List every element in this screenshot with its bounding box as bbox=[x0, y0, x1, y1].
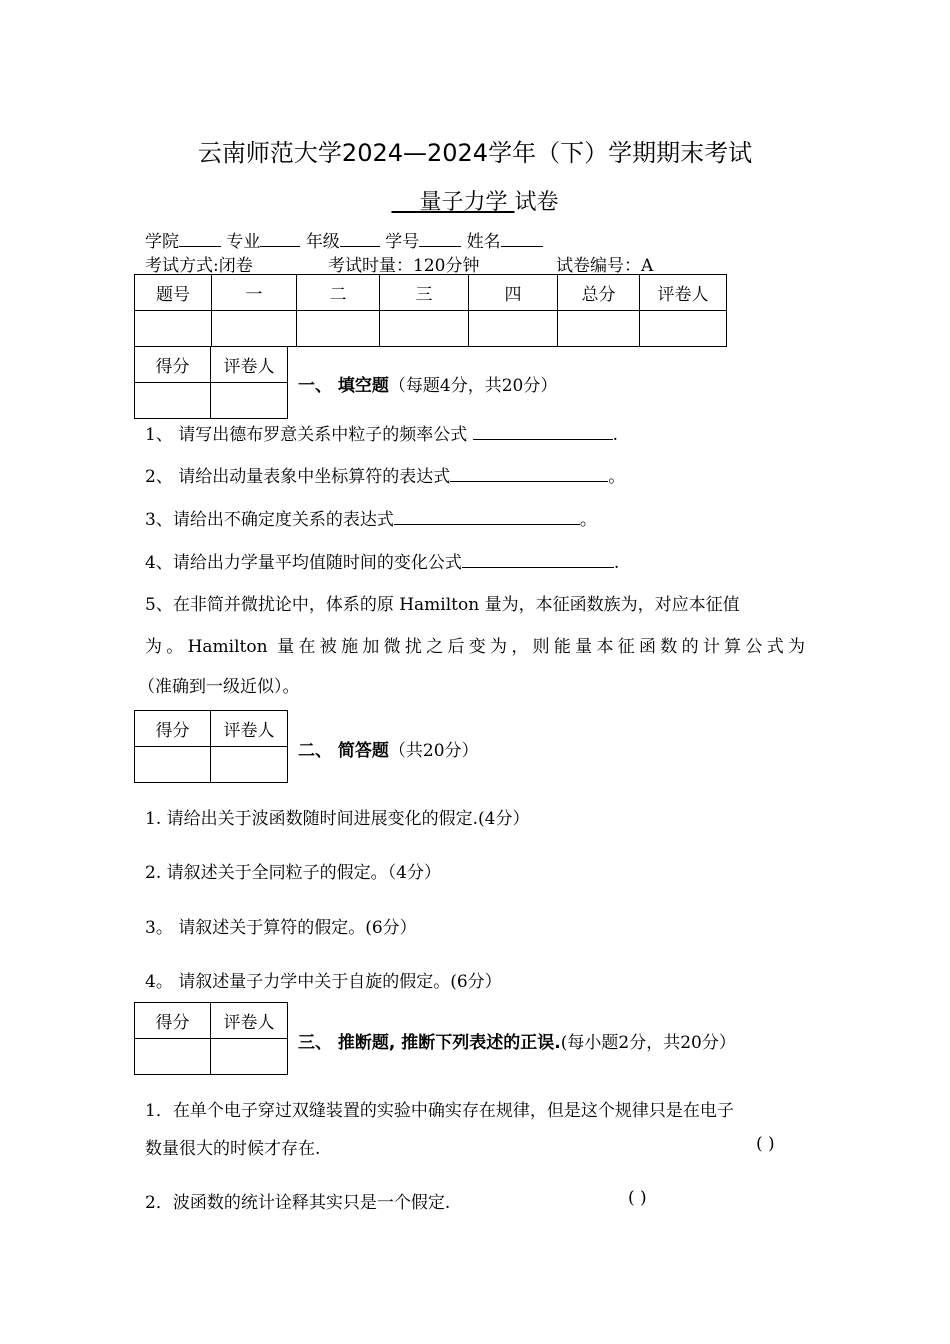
grade-label: 年级 bbox=[305, 232, 340, 252]
section2-score-box bbox=[134, 710, 288, 783]
header-part-1: 一 bbox=[212, 275, 297, 311]
header-total: 总分 bbox=[558, 275, 640, 311]
header-grader: 评卷人 bbox=[640, 275, 727, 311]
s3-question-1-line-1: 1．在单个电子穿过双缝装置的实验中确实存在规律，但是这个规律只是在电子 bbox=[145, 1101, 734, 1121]
s2-question-2: 2. 请叙述关于全同粒子的假定。（4分） bbox=[145, 863, 441, 883]
s3-question-1-line-2: 数量很大的时候才存在. bbox=[145, 1139, 321, 1159]
s1-question-2: 2、 请给出动量表象中坐标算符的表达式 。 bbox=[145, 467, 626, 487]
score-table-entry-row bbox=[135, 311, 727, 347]
grader-label: 评卷人 bbox=[211, 711, 288, 747]
student-info-line bbox=[145, 227, 543, 252]
section1-score-box bbox=[134, 346, 288, 419]
s1-q2-answer-blank[interactable] bbox=[450, 467, 608, 482]
score-table-header-row bbox=[135, 275, 727, 311]
s1-question-5-line-3: （准确到一级近似）。 bbox=[138, 677, 300, 697]
student-no-field[interactable] bbox=[419, 232, 461, 247]
section2-note: （共20分） bbox=[388, 741, 479, 761]
s2-question-3: 3。 请叙述关于算符的假定。(6分） bbox=[145, 918, 417, 938]
score-cell[interactable] bbox=[135, 311, 212, 347]
name-label: 姓名 bbox=[466, 232, 501, 252]
s3-q2-answer-paren[interactable]: ( ) bbox=[628, 1188, 647, 1208]
subtitle-suffix: 试卷 bbox=[514, 190, 559, 215]
major-label: 专业 bbox=[226, 232, 261, 252]
score-cell[interactable] bbox=[212, 311, 297, 347]
course-name: 量子力学 bbox=[419, 190, 508, 215]
score-label: 得分 bbox=[135, 711, 211, 747]
section1-title: 一、 填空题 bbox=[298, 376, 389, 396]
s2-question-1: 1. 请给出关于波函数随时间进展变化的假定.(4分） bbox=[145, 809, 530, 829]
score-label: 得分 bbox=[135, 347, 211, 383]
college-field[interactable] bbox=[179, 232, 221, 247]
section2-title: 二、 简答题 bbox=[298, 741, 389, 761]
exam-subtitle bbox=[0, 185, 950, 216]
section2-heading bbox=[298, 736, 479, 761]
score-cell[interactable] bbox=[469, 311, 558, 347]
grader-label: 评卷人 bbox=[211, 1003, 288, 1039]
header-question-no: 题号 bbox=[135, 275, 212, 311]
score-cell[interactable] bbox=[297, 311, 380, 347]
score-cell[interactable] bbox=[558, 311, 640, 347]
section1-note: （每题4分，共20分） bbox=[388, 376, 558, 396]
grader-cell[interactable] bbox=[211, 1039, 288, 1075]
section3-heading bbox=[298, 1028, 736, 1053]
s2-question-4: 4。 请叙述量子力学中关于自旋的假定。(6分） bbox=[145, 972, 502, 992]
score-cell[interactable] bbox=[135, 1039, 211, 1075]
score-table bbox=[134, 274, 727, 347]
exam-time: 考试时量：120分钟 bbox=[328, 256, 480, 276]
paper-number: 试卷编号：A bbox=[556, 256, 654, 276]
major-field[interactable] bbox=[260, 232, 300, 247]
grader-cell[interactable] bbox=[211, 383, 288, 419]
s1-question-5-line-2: 为。Hamilton 量在被施加微扰之后变为，则能量本征函数的计算公式为 bbox=[145, 637, 805, 657]
s1-question-5-line-1: 5、在非简并微扰论中，体系的原 Hamilton 量为，本征函数族为，对应本征值 bbox=[145, 595, 740, 615]
college-label: 学院 bbox=[145, 232, 179, 252]
score-cell[interactable] bbox=[380, 311, 469, 347]
section3-title: 三、 推断题, 推断下列表述的正误. bbox=[298, 1033, 561, 1053]
section3-note: (每小题2分，共20分） bbox=[560, 1033, 736, 1053]
s1-q1-answer-blank[interactable] bbox=[473, 425, 613, 440]
s1-q3-answer-blank[interactable] bbox=[394, 510, 580, 525]
student-no-label: 学号 bbox=[385, 232, 420, 252]
s1-question-1: 1、 请写出德布罗意关系中粒子的频率公式 . bbox=[145, 425, 619, 445]
section3-score-box bbox=[134, 1002, 288, 1075]
header-part-3: 三 bbox=[380, 275, 469, 311]
exam-mode: 考试方式:闭卷 bbox=[145, 256, 253, 276]
header-part-2: 二 bbox=[297, 275, 380, 311]
grader-cell[interactable] bbox=[211, 747, 288, 783]
exam-title: 云南师范大学2024—2024学年（下）学期期末考试 bbox=[197, 139, 753, 167]
s1-question-3: 3、请给出不确定度关系的表达式 。 bbox=[145, 510, 597, 530]
header-part-4: 四 bbox=[469, 275, 558, 311]
section1-heading bbox=[298, 371, 557, 396]
score-cell[interactable] bbox=[640, 311, 727, 347]
score-label: 得分 bbox=[135, 1003, 211, 1039]
score-cell[interactable] bbox=[135, 747, 211, 783]
grader-label: 评卷人 bbox=[211, 347, 288, 383]
s1-q4-answer-blank[interactable] bbox=[462, 553, 614, 568]
grade-field[interactable] bbox=[340, 232, 380, 247]
s1-question-4: 4、请给出力学量平均值随时间的变化公式 . bbox=[145, 553, 620, 573]
name-field[interactable] bbox=[501, 232, 543, 247]
s3-q1-answer-paren[interactable]: ( ) bbox=[756, 1134, 775, 1154]
s3-question-2: 2．波函数的统计诠释其实只是一个假定. bbox=[145, 1193, 451, 1213]
score-cell[interactable] bbox=[135, 383, 211, 419]
